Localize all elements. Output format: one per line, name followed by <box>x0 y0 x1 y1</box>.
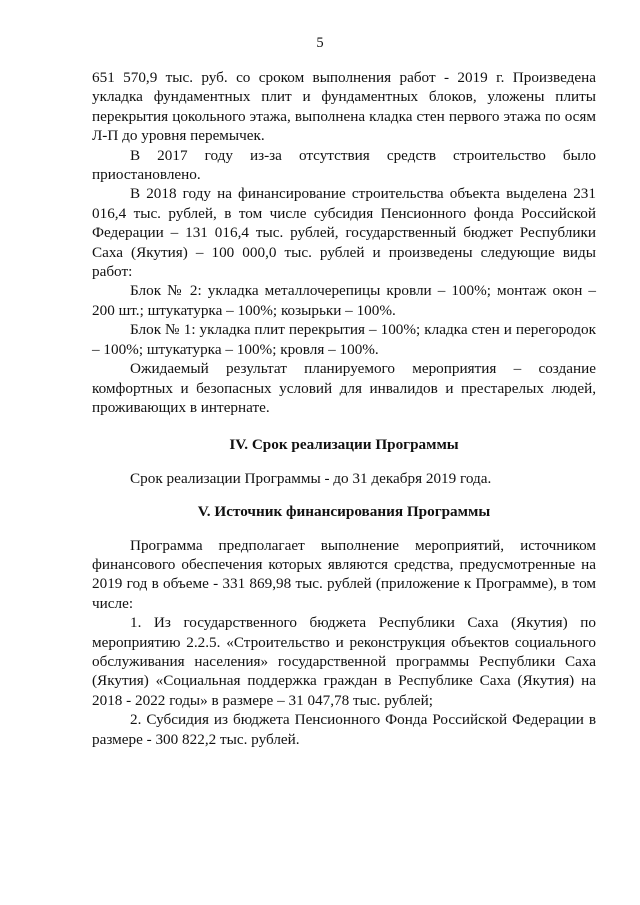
list-item: 2. Субсидия из бюджета Пенсионного Фонда Российской Федерации в размере - 300 822,2 тыс. рублей. <box>92 711 596 748</box>
paragraph: 651 570,9 тыс. руб. со сроком выполнения работ - 2019 г. Произведена укладка фундаментных плит и фундаментных блоков, уложены плиты перекрытия цокольного этажа, выполнена кладка стен первого этажа по осям Л-П до уровня перемычек. <box>92 69 596 145</box>
section-heading-funding: V. Источник финансирования Программы <box>197 503 491 521</box>
paragraph: Ожидаемый результат планируемого мероприятия – создание комфортных и безопасных условий для инвалидов и престарелых людей, проживающих в интернате. <box>92 360 596 416</box>
paragraph: Программа предполагает выполнение мероприятий, источником финансового обеспечения которых являются средства, предусмотренные на 2019 год в объеме - 331 869,98 тыс. рублей (приложение к Программе), в том числе: <box>92 536 596 612</box>
page-number: 5 <box>316 35 324 51</box>
paragraph: В 2017 году из-за отсутствия средств строительство было приостановлено. <box>92 146 596 184</box>
document-body <box>92 68 596 749</box>
paragraph: Блок № 1: укладка плит перекрытия – 100%; кладка стен и перегородок – 100%; штукатурка – 100%; кровля – 100%. <box>92 321 596 358</box>
paragraph: Блок № 2: укладка металлочерепицы кровли – 100%; монтаж окон – 200 шт.; штукатурка – 100%; козырьки – 100%. <box>92 282 596 319</box>
paragraph: В 2018 году на финансирование строительства объекта выделена 231 016,4 тыс. рублей, в том числе субсидия Пенсионного фонда Российской Федерации – 131 016,4 тыс. рублей, государственный бюджет Республики Саха (Якутия) – 100 000,0 тыс. рублей и произведены следующие виды работ: <box>92 185 596 281</box>
list-item: 1. Из государственного бюджета Республики Саха (Якутия) по мероприятию 2.2.5. «Строительство и реконструкция объектов социального обслуживания населения» государственной программы Республики Саха (Якутия) «Социальная поддержка граждан в Республике Саха (Якутия) на 2018 - 2022 годы» в размере – 31 047,78 тыс. рублей; <box>92 614 596 709</box>
section-heading-term: IV. Срок реализации Программы <box>229 436 459 454</box>
paragraph-term: Срок реализации Программы - до 31 декабря 2019 года. <box>130 469 492 487</box>
